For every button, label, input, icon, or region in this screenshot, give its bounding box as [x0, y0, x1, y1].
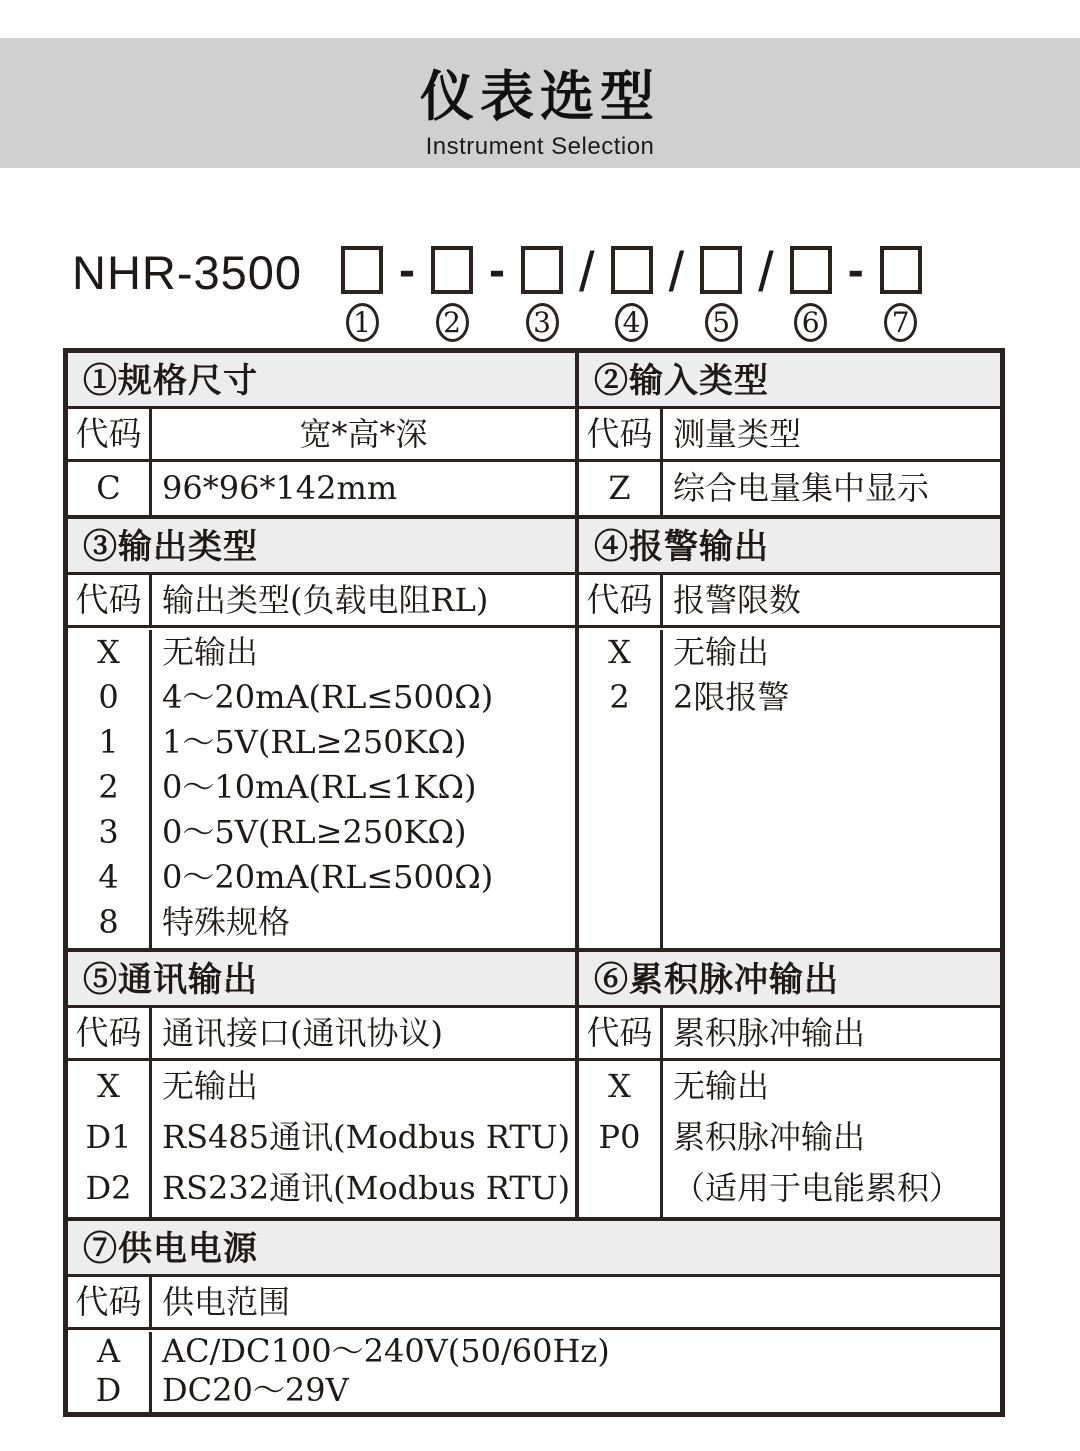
- code-column-header: 代码: [68, 1277, 152, 1327]
- separator-slash: /: [579, 240, 595, 303]
- desc-cell: DC20～29V: [162, 1371, 349, 1409]
- code-box-3: [521, 246, 563, 294]
- section-1-body: [68, 462, 575, 515]
- code-box-1: [341, 246, 383, 294]
- section-6-column-headers: [579, 1008, 1000, 1061]
- circled-number-3: 3: [526, 303, 559, 342]
- code-cell: D2: [85, 1169, 132, 1207]
- code-cell: Z: [608, 469, 631, 507]
- desc-cell-wrap: （适用于电能累积）: [673, 1169, 962, 1207]
- section-5-title: ⑤通讯输出: [68, 952, 575, 1008]
- section-6-body: [579, 1061, 1000, 1217]
- section-4-column-headers: [579, 575, 1000, 628]
- section-2-body: [579, 462, 1000, 515]
- selection-table: [63, 348, 1005, 1417]
- desc-cell: 0～20mA(RL≤500Ω): [162, 858, 494, 896]
- code-cell: 0: [98, 678, 119, 716]
- section-3-body: [68, 628, 575, 948]
- code-cell: D: [95, 1371, 122, 1409]
- section-power-supply: [68, 1221, 1000, 1412]
- band-output-alarm: [68, 519, 1000, 952]
- circled-number-7: 7: [884, 303, 917, 342]
- section-1-column-headers: [68, 409, 575, 462]
- code-column-header: 代码: [579, 575, 663, 625]
- code-column-header: 代码: [68, 1008, 152, 1058]
- desc-cell: 无输出: [162, 1067, 259, 1105]
- desc-cell: 4～20mA(RL≤500Ω): [162, 678, 494, 716]
- separator-dash: -: [489, 244, 506, 297]
- section-2-title: ②输入类型: [579, 353, 1000, 409]
- code-box-4: [611, 246, 653, 294]
- page-subtitle: Instrument Selection: [425, 133, 655, 160]
- desc-cell: 96*96*142mm: [162, 469, 398, 507]
- circled-number-1: 1: [346, 303, 379, 342]
- desc-column-header: 宽*高*深: [299, 415, 428, 453]
- model-position-1: [341, 246, 383, 342]
- desc-cell: 0～5V(RL≥250KΩ): [162, 813, 467, 851]
- desc-cell: 1～5V(RL≥250KΩ): [162, 723, 467, 761]
- desc-cell: RS232通讯(Modbus RTU): [162, 1169, 571, 1207]
- desc-cell: 综合电量集中显示: [673, 469, 930, 507]
- separator-slash: /: [758, 240, 774, 303]
- band-comm-pulse: [68, 952, 1000, 1221]
- section-7-column-headers: [68, 1277, 1000, 1330]
- desc-cell: 无输出: [673, 1067, 770, 1105]
- code-cell: X: [97, 633, 120, 671]
- section-6-title: ⑥累积脉冲输出: [579, 952, 1000, 1008]
- circled-number-5: 5: [705, 303, 738, 342]
- separator-dash: -: [399, 244, 416, 297]
- code-cell: C: [96, 469, 121, 507]
- code-box-6: [790, 246, 832, 294]
- desc-column-header: 通讯接口(通讯协议): [162, 1014, 443, 1052]
- code-cell: 2: [609, 678, 630, 716]
- code-cell: P0: [598, 1118, 641, 1156]
- circled-number-6: 6: [794, 303, 827, 342]
- section-spec-size: [68, 353, 579, 515]
- code-cell: 4: [98, 858, 119, 896]
- section-input-type: [579, 353, 1000, 515]
- code-box-2: [431, 246, 473, 294]
- page-header-band: [0, 38, 1080, 168]
- page-title: 仪表选型: [420, 67, 660, 127]
- desc-cell: 无输出: [673, 633, 770, 671]
- section-7-body: [68, 1330, 1000, 1412]
- model-position-2: [431, 246, 473, 342]
- band-spec-input: [68, 353, 1000, 519]
- separator-slash: /: [668, 240, 685, 303]
- section-5-body: [68, 1061, 575, 1217]
- section-2-column-headers: [579, 409, 1000, 462]
- code-column-header: 代码: [68, 409, 152, 459]
- band-power: [68, 1221, 1000, 1412]
- section-4-body: [579, 628, 1000, 948]
- desc-cell: 无输出: [162, 633, 259, 671]
- desc-column-header: 累积脉冲输出: [673, 1014, 866, 1052]
- code-box-5: [700, 246, 742, 294]
- code-cell: X: [608, 1067, 631, 1105]
- desc-cell: 2限报警: [673, 678, 790, 716]
- desc-cell: AC/DC100～240V(50/60Hz): [162, 1332, 610, 1370]
- model-position-4: [611, 246, 653, 342]
- code-cell: A: [96, 1332, 121, 1370]
- code-cell: 8: [98, 903, 119, 941]
- desc-cell: RS485通讯(Modbus RTU): [162, 1118, 571, 1156]
- separator-dash: -: [847, 244, 864, 297]
- code-column-header: 代码: [579, 1008, 663, 1058]
- model-prefix: NHR-3500: [72, 246, 303, 299]
- desc-cell: 特殊规格: [162, 903, 291, 941]
- code-cell: 1: [98, 723, 119, 761]
- desc-cell: 0～10mA(RL≤1KΩ): [162, 768, 477, 806]
- code-cell: 2: [98, 768, 119, 806]
- model-position-3: [521, 246, 563, 342]
- desc-column-header: 测量类型: [673, 415, 802, 453]
- section-7-title: ⑦供电电源: [68, 1221, 1000, 1277]
- section-1-title: ①规格尺寸: [68, 353, 575, 409]
- section-alarm-output: [579, 519, 1000, 948]
- desc-column-header: 输出类型(负载电阻RL): [162, 581, 489, 619]
- section-communication-output: [68, 952, 579, 1217]
- code-cell: X: [97, 1067, 120, 1105]
- model-code-line: [72, 240, 931, 342]
- section-4-title: ④报警输出: [579, 519, 1000, 575]
- code-column-header: 代码: [68, 575, 152, 625]
- section-3-title: ③输出类型: [68, 519, 575, 575]
- circled-number-4: 4: [615, 303, 648, 342]
- model-position-7: [880, 246, 922, 342]
- model-position-5: [700, 246, 742, 342]
- section-3-column-headers: [68, 575, 575, 628]
- code-cell: D1: [85, 1118, 132, 1156]
- circled-number-2: 2: [436, 303, 469, 342]
- code-cell: X: [608, 633, 631, 671]
- model-position-6: [790, 246, 832, 342]
- section-5-column-headers: [68, 1008, 575, 1061]
- desc-column-header: 报警限数: [673, 581, 802, 619]
- desc-cell: 累积脉冲输出: [673, 1118, 866, 1156]
- code-cell: 3: [98, 813, 119, 851]
- code-column-header: 代码: [579, 409, 663, 459]
- desc-column-header: 供电范围: [162, 1283, 291, 1321]
- code-box-7: [880, 246, 922, 294]
- section-pulse-output: [579, 952, 1000, 1217]
- section-output-type: [68, 519, 579, 948]
